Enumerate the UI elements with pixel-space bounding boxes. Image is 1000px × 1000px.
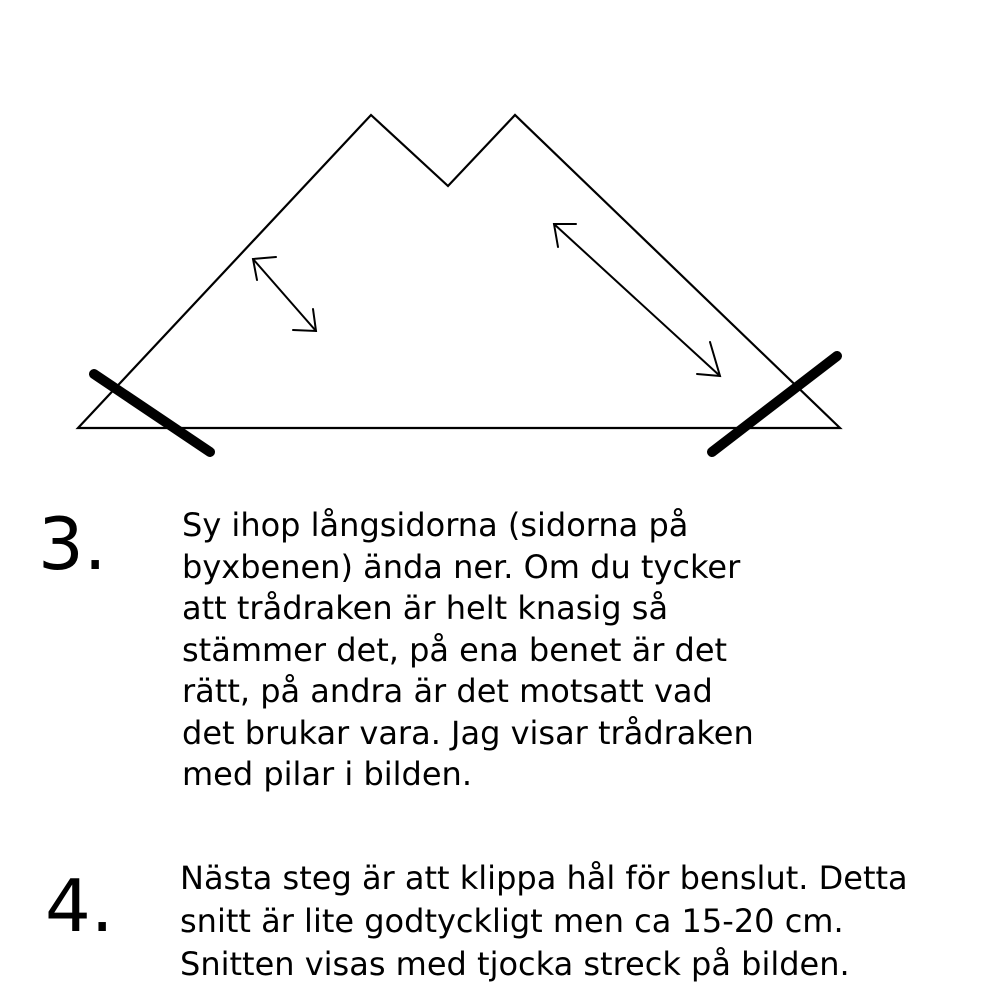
pattern-diagram xyxy=(0,0,1000,480)
step-3-line: stämmer det, på ena benet är det xyxy=(182,630,728,669)
step-3-line: rätt, på andra är det motsatt vad xyxy=(182,672,713,710)
step-4-number: 4. xyxy=(45,864,114,948)
step-4-line: snitt är lite godtyckligt men ca 15-20 cm. xyxy=(180,902,844,940)
step-3-line: Sy ihop långsidorna (sidorna på xyxy=(182,506,689,544)
step-3-line: med pilar i bilden. xyxy=(182,755,472,793)
grain-arrow-right xyxy=(554,224,720,376)
step-3-instructions xyxy=(182,505,754,796)
cut-slit-right xyxy=(712,356,837,452)
step-3-line: att trådraken är helt knasig så xyxy=(182,589,669,627)
step-4-line: Nästa steg är att klippa hål för benslut. Detta xyxy=(180,859,908,897)
grain-arrow-left xyxy=(253,257,316,331)
cut-slit-left xyxy=(94,374,210,452)
step-3-line: byxbenen) ända ner. Om du tycker xyxy=(182,547,741,586)
trouser-pattern-outline xyxy=(78,115,840,428)
step-3-number: 3. xyxy=(38,502,107,586)
step-3-line: det brukar vara. Jag visar trådraken xyxy=(182,713,754,752)
step-4-line: Snitten visas med tjocka streck på bilden. xyxy=(180,945,850,983)
step-4-instructions xyxy=(180,857,908,986)
